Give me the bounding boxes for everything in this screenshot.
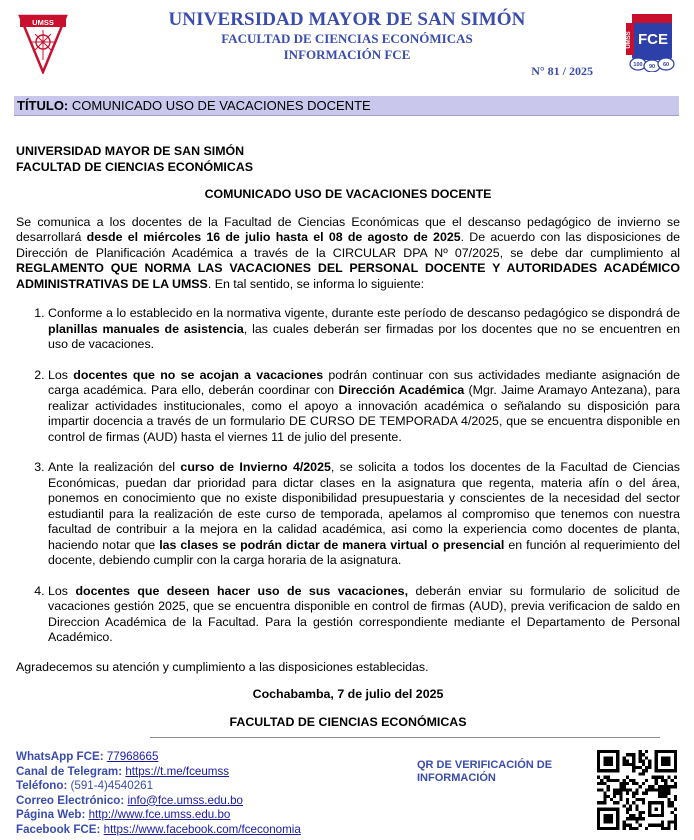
list-item: 3. Ante la realización del curso de Invierno 4/2025, se solicita a todos los docentes de la Facultad de Ciencias Económicas, puedan dar prioridad para dictar clases en la asignatura que regenta, materia afín o del área, ponemos en conocimiento que no existe disponibilidad presupuestaria y conscientes de la necesidad del sector estudiantil para la realización de este curso de temporada, apelamos al compromiso que tenemos con nuestra facultad de contribuir a la mejora en la calidad académica, asi como la experiencia como docentes de planta, haciendo notar que las clases se podrán dictar de manera virtual o presencial en función al requerimiento del docente, debiendo cumplir con la carga horaria de la asignatura. [48,460,680,569]
date-line: Cochabamba, 7 de julio del 2025 [252,687,444,701]
whatsapp-link[interactable]: 77968665 [106,750,159,763]
email-line: Correo Electrónico: info@fce.umss.edu.bo [16,793,243,807]
fce-logo [622,10,678,72]
document-body [16,144,680,730]
list-item: 4. Los docentes que deseen hacer uso de sus vacaciones, deberán enviar su formulario de solicitud de vacaciones gestión 2025, que se encuentra disponible en control de firmas (AUD), previa verificacion de saldo en Direccion Académica de la Facultad. Para la gestión correspondiente mediante el Departamento de Personal Académico. [48,584,680,646]
telegram-link[interactable]: https://t.me/fceumss [125,764,230,778]
umss-shield-logo [18,12,68,74]
qr-caption: QR DE VERIFICACIÓN DE INFORMACIÓN [417,759,553,784]
title-text: COMUNICADO USO DE VACACIONES DOCENTE [71,98,371,113]
phone-value: (591-4)4540261 [70,779,154,792]
logo-seal-3: 60 [662,62,670,68]
document-heading: COMUNICADO USO DE VACACIONES DOCENTE [204,187,492,201]
list-item: 2. Los docentes que no se acojan a vacaciones podrán continuar con sus actividades mediante asignación de carga académica. Para ello, deberán coordinar con Dirección Académica (Mgr. Jaime Aramayo Antezana), para realizar actividades institucionales, como el apoyo a innovación académica o señalando su disposición para impartir docencia a través de un formulario DE CURSO DE TEMPORADA 4/2025, que se encuentra disponible en control de firmas (AUD) hasta el viernes 11 de julio del presente. [48,368,680,446]
logo-left-text: UMSS [32,18,54,27]
institution-line-1: UNIVERSIDAD MAYOR DE SAN SIMÓN [16,144,245,158]
telegram-line: Canal de Telegram: https://t.me/fceumss [16,764,230,778]
footer-contacts [16,750,301,837]
footer-divider [150,737,660,738]
bulletin-number: N° 81 / 2025 [531,64,593,78]
logo-seal-1: 100 [633,62,643,68]
email-link[interactable]: info@fce.umss.edu.bo [127,793,243,807]
faculty-signature: FACULTAD DE CIENCIAS ECONÓMICAS [229,714,467,729]
university-title: UNIVERSIDAD MAYOR DE SAN SIMÓN [168,9,526,30]
faculty-subtitle: FACULTAD DE CIENCIAS ECONÓMICAS [221,31,473,46]
web-line: Página Web: http://www.fce.umss.edu.bo [16,808,231,821]
institution-line-2: FACULTAD DE CIENCIAS ECONÓMICAS [16,159,254,174]
website-link[interactable]: http://www.fce.umss.edu.bo [88,808,231,821]
logo-right-text: FCE [638,31,668,48]
phone-line: Teléfono: (591-4)4540261 [16,779,154,792]
whatsapp-line: WhatsApp FCE: 77968665 [16,750,159,763]
closing-sentence: Agradecemos su atención y cumplimiento a las disposiciones establecidas. [16,659,429,674]
verification-qr-code[interactable] [597,750,677,830]
logo-seal-2: 90 [648,64,656,70]
logo-side-text: UMSS [626,31,632,49]
provisions-list [16,306,680,646]
facebook-line: Facebook FCE: https://www.facebook.com/fceconomia [16,822,301,836]
intro-paragraph: Se comunica a los docentes de la Facultad de Ciencias Económicas que el descanso pedagógico de invierno se desarrollará desde el miércoles 16 de julio hasta el 08 de agosto de 2025. De acuerdo con las disposiciones de Dirección de Planificación Académica a través de la CIRCULAR DPA Nº 07/2025, se debe dar cumplimiento al REGLAMENTO QUE NORMA LAS VACACIONES DEL PERSONAL DOCENTE Y AUTORIDADES ACADÉMICO ADMINISTRATIVAS DE LA UMSS. En tal sentido, se informa lo siguiente: [16,214,681,291]
title-label: TÍTULO: [17,98,69,113]
title-band [14,96,679,116]
facebook-link[interactable]: https://www.facebook.com/fceconomia [103,822,301,836]
list-item: 1. Conforme a lo establecido en la normativa vigente, durante este período de descanso pedagógico se dispondrá de planillas manuales de asistencia, las cuales deberán ser firmadas por los docentes que no se encuentren en uso de vacaciones. [48,306,680,353]
office-subtitle: INFORMACIÓN FCE [283,47,411,62]
